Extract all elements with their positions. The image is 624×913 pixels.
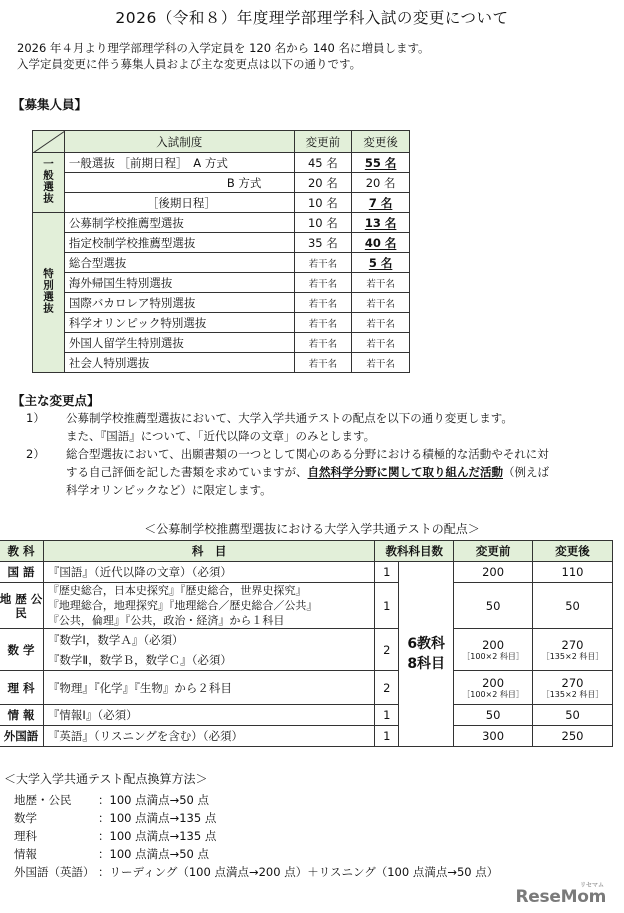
special-label: 特別選抜 bbox=[41, 268, 54, 314]
row-name: 一般選抜 ［前期日程］ A 方式 bbox=[64, 153, 294, 173]
count-cell: 2 bbox=[375, 629, 399, 671]
row-after: 13 名 bbox=[364, 215, 397, 230]
recruit-header-row bbox=[33, 131, 410, 153]
conversion-label: 地歴・公民 bbox=[14, 793, 72, 807]
table-row bbox=[33, 273, 410, 293]
after-cell bbox=[533, 671, 613, 705]
table-row bbox=[33, 313, 410, 333]
header-system: 入試制度 bbox=[64, 131, 294, 153]
header-before: 変更前 bbox=[454, 541, 533, 562]
subject-cell: 地 歴 公 民 bbox=[0, 583, 43, 629]
intro-line-2: 入学定員変更に伴う募集人員および主な変更点は以下の通りです。 bbox=[17, 57, 362, 71]
course-cell: 『物理』『化学』『生物』から２科目 bbox=[43, 671, 374, 705]
header-count: 教科科目数 bbox=[375, 541, 454, 562]
row-name: B 方式 bbox=[64, 173, 294, 193]
change-2-line-1: 総合型選抜において、出願書類の一つとして関心のある分野における積極的な活動やそれに対 bbox=[66, 447, 549, 461]
course-cell: 『英語』（リスニングを含む）（必須） bbox=[43, 726, 374, 747]
general-label-cell bbox=[33, 153, 65, 213]
before-cell bbox=[454, 671, 533, 705]
table-row bbox=[33, 213, 410, 233]
row-name: 社会人特別選抜 bbox=[64, 353, 294, 373]
change-2-emphasis: 自然科学分野に関して取り組んだ活動 bbox=[307, 465, 503, 479]
row-name: 総合型選抜 bbox=[64, 253, 294, 273]
before-cell: 200 bbox=[454, 562, 533, 583]
course-line: 『歴史総合，日本史探究』『歴史総合，世界史探究』 bbox=[47, 584, 307, 597]
subject-cell: 理 科 bbox=[0, 671, 43, 705]
row-before: 若干名 bbox=[294, 353, 352, 373]
change-1-number: 1） bbox=[26, 411, 45, 425]
count-cell: 1 bbox=[375, 726, 399, 747]
header-after: 変更後 bbox=[352, 131, 410, 153]
after-cell: 250 bbox=[533, 726, 613, 747]
change-1-line-2: また、『国語』について、「近代以降の文章」のみとします。 bbox=[66, 429, 376, 443]
after-value: 270 bbox=[561, 637, 584, 652]
change-1-line-1: 公募制学校推薦型選抜において、大学入学共通テストの配点を以下の通り変更します。 bbox=[66, 411, 513, 425]
row-after: 5 名 bbox=[368, 255, 393, 270]
before-cell bbox=[454, 629, 533, 671]
subject-cell: 国 語 bbox=[0, 562, 43, 583]
header-after: 変更後 bbox=[533, 541, 613, 562]
row-before: 若干名 bbox=[294, 253, 352, 273]
conversion-label: 情報 bbox=[14, 847, 37, 861]
count-cell: 2 bbox=[375, 671, 399, 705]
table-row bbox=[33, 153, 410, 173]
table-row bbox=[33, 193, 410, 213]
after-note: ［135×2 科目］ bbox=[541, 651, 604, 661]
conversion-value: ：100 点満点→50 点 bbox=[98, 847, 210, 861]
change-2-text-tail: （例えば bbox=[503, 465, 549, 479]
after-cell: 50 bbox=[533, 705, 613, 726]
row-name: 科学オリンピック特別選抜 bbox=[64, 313, 294, 333]
row-after: 若干名 bbox=[352, 353, 410, 373]
after-cell bbox=[533, 629, 613, 671]
header-before: 変更前 bbox=[294, 131, 352, 153]
count-cell: 1 bbox=[375, 583, 399, 629]
row-after: 若干名 bbox=[352, 273, 410, 293]
conversion-value: ：100 点満点→135 点 bbox=[98, 811, 217, 825]
change-2-number: 2） bbox=[26, 447, 45, 461]
row-after: 40 名 bbox=[364, 235, 397, 250]
score-table bbox=[0, 540, 613, 747]
table-row bbox=[33, 233, 410, 253]
row-before: 20 名 bbox=[294, 173, 352, 193]
row-before: 若干名 bbox=[294, 313, 352, 333]
conversion-value: ：100 点満点→50 点 bbox=[98, 793, 210, 807]
change-2-line-2 bbox=[66, 464, 549, 480]
subject-cell: 情 報 bbox=[0, 705, 43, 726]
conversion-label: 数学 bbox=[14, 811, 37, 825]
change-2-line-3: 科学オリンピックなど）に限定します。 bbox=[66, 483, 272, 497]
row-after: 7 名 bbox=[368, 195, 393, 210]
change-2-text: する自己評価を記した書類を求めていますが、 bbox=[66, 465, 308, 479]
row-before: 若干名 bbox=[294, 273, 352, 293]
table-row bbox=[0, 629, 613, 671]
course-line: 『公共，倫理』『公共，政治・経済』から１科目 bbox=[47, 614, 285, 627]
total-courses: 8科目 bbox=[407, 656, 446, 672]
header-diagonal-cell bbox=[33, 131, 65, 153]
subject-cell: 外国語 bbox=[0, 726, 43, 747]
after-cell: 50 bbox=[533, 583, 613, 629]
row-before: 10 名 bbox=[294, 213, 352, 233]
row-before: 若干名 bbox=[294, 333, 352, 353]
intro-line-1: 2026 年４月より理学部理学科の入学定員を 120 名から 140 名に増員します。 bbox=[17, 41, 430, 55]
table-row bbox=[33, 253, 410, 273]
table-row bbox=[0, 671, 613, 705]
count-cell: 1 bbox=[375, 705, 399, 726]
row-name: ［後期日程］ bbox=[64, 193, 294, 213]
course-cell bbox=[43, 583, 374, 629]
table-row bbox=[33, 293, 410, 313]
course-cell bbox=[43, 629, 374, 671]
course-line: 『数学Ⅰ，数学Ａ』（必須） bbox=[47, 632, 184, 647]
general-label: 一般選抜 bbox=[41, 158, 54, 204]
before-note: ［100×2 科目］ bbox=[462, 651, 524, 661]
table-row bbox=[33, 173, 410, 193]
table-row bbox=[33, 353, 410, 373]
after-value: 270 bbox=[561, 675, 584, 690]
conversion-value: ：100 点満点→135 点 bbox=[98, 829, 217, 843]
header-subject: 教 科 bbox=[0, 541, 43, 562]
course-line: 『地理総合，地理探究』『地理総合／歴史総合／公共』 bbox=[47, 599, 318, 612]
row-before: 45 名 bbox=[294, 153, 352, 173]
course-line: 『数学Ⅱ，数学Ｂ，数学Ｃ』（必須） bbox=[47, 652, 232, 667]
row-before: 10 名 bbox=[294, 193, 352, 213]
course-cell: 『情報Ⅰ』（必須） bbox=[43, 705, 374, 726]
count-cell: 1 bbox=[375, 562, 399, 583]
row-after: 55 名 bbox=[364, 155, 397, 170]
table-row bbox=[33, 333, 410, 353]
diagonal-line bbox=[33, 131, 64, 153]
total-subjects: 6教科 bbox=[407, 636, 446, 652]
subject-cell: 数 学 bbox=[0, 629, 43, 671]
row-name: 海外帰国生特別選抜 bbox=[64, 273, 294, 293]
row-name: 外国人留学生特別選抜 bbox=[64, 333, 294, 353]
before-cell: 50 bbox=[454, 583, 533, 629]
row-before: 35 名 bbox=[294, 233, 352, 253]
after-note: ［135×2 科目］ bbox=[541, 689, 604, 699]
before-value: 200 bbox=[482, 637, 505, 652]
resemom-logo-text: ReseMom bbox=[515, 887, 606, 907]
conversion-value: ：リーディング（100 点満点→200 点）＋リスニング（100 点満点→50 点） bbox=[98, 865, 499, 879]
row-name: 公募制学校推薦型選抜 bbox=[64, 213, 294, 233]
before-cell: 300 bbox=[454, 726, 533, 747]
changes-heading: 【主な変更点】 bbox=[12, 393, 100, 408]
page-title: 2026（令和８）年度理学部理学科入試の変更について bbox=[115, 9, 509, 27]
header-course: 科 目 bbox=[43, 541, 374, 562]
score-caption: ＜公募制学校推薦型選抜における大学入学共通テストの配点＞ bbox=[144, 522, 480, 536]
table-row bbox=[0, 583, 613, 629]
row-after: 若干名 bbox=[352, 333, 410, 353]
conversion-heading: ＜大学入学共通テスト配点換算方法＞ bbox=[4, 772, 208, 786]
table-row bbox=[0, 562, 613, 583]
table-row bbox=[0, 705, 613, 726]
special-label-cell bbox=[33, 213, 65, 373]
row-after: 20 名 bbox=[352, 173, 410, 193]
row-after: 若干名 bbox=[352, 313, 410, 333]
score-header-row bbox=[0, 541, 613, 562]
row-name: 指定校制学校推薦型選抜 bbox=[64, 233, 294, 253]
conversion-label: 理科 bbox=[14, 829, 37, 843]
resemom-logo bbox=[515, 882, 606, 907]
recruit-table bbox=[32, 130, 410, 373]
total-cell bbox=[399, 562, 454, 747]
row-name: 国際バカロレア特別選抜 bbox=[64, 293, 294, 313]
after-cell: 110 bbox=[533, 562, 613, 583]
resemom-logo-mark: リセマム bbox=[580, 882, 604, 889]
table-row bbox=[0, 726, 613, 747]
before-value: 200 bbox=[482, 675, 505, 690]
conversion-label: 外国語（英語） bbox=[14, 865, 95, 879]
before-cell: 50 bbox=[454, 705, 533, 726]
recruit-heading: 【募集人員】 bbox=[12, 97, 88, 112]
course-cell: 『国語』（近代以降の文章）（必須） bbox=[43, 562, 374, 583]
before-note: ［100×2 科目］ bbox=[462, 689, 524, 699]
row-before: 若干名 bbox=[294, 293, 352, 313]
row-after: 若干名 bbox=[352, 293, 410, 313]
